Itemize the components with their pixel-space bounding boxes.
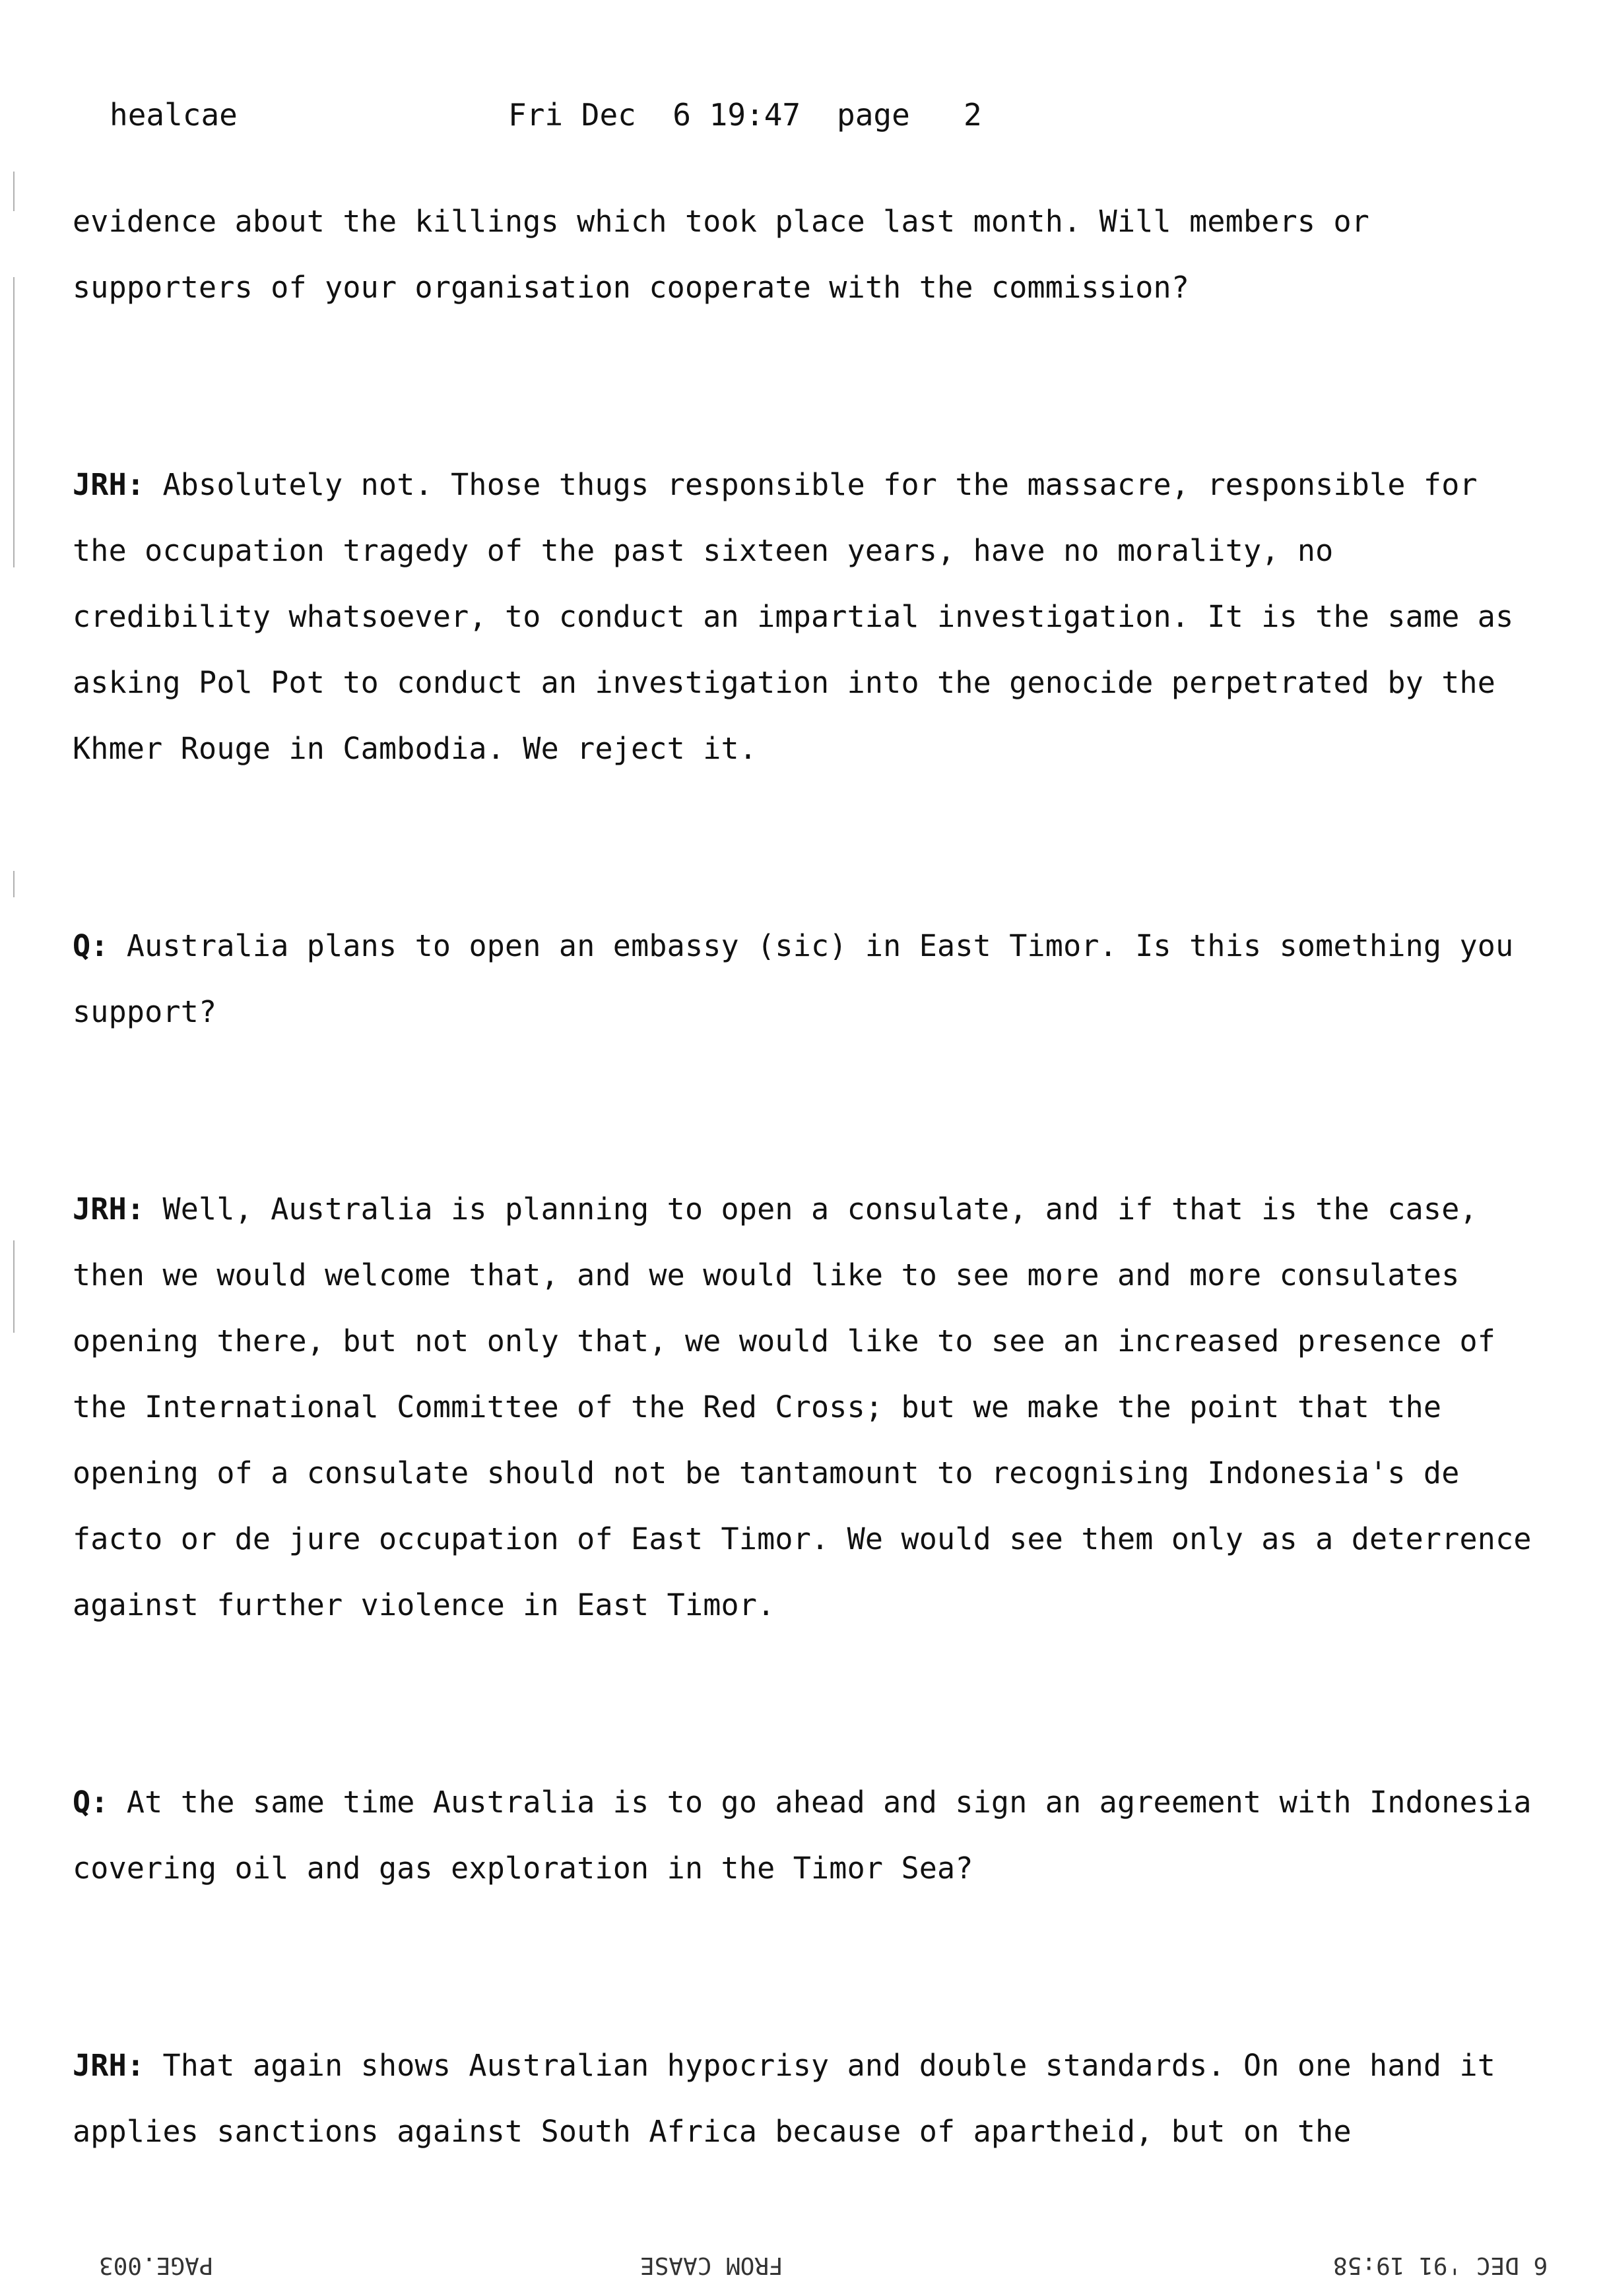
paragraph [73,1176,1544,1638]
paragraph-text: Australia plans to open an embassy (sic) in East Timor. Is this something you support? [73,928,1514,1029]
footer-page-code: PAGE.003 [99,2252,214,2279]
speaker-label: Q: [73,1785,109,1820]
paragraph [73,913,1544,1045]
footer-from: FROM CAASE [640,2252,783,2279]
header-filename: healcae [110,97,238,133]
header-page-number: 2 [964,97,982,133]
speaker-label: Q: [73,928,109,963]
paragraph [73,452,1544,782]
speaker-label: JRH: [73,1192,145,1227]
paragraph-text: At the same time Australia is to go ahead and sign an agreement with Indonesia covering oil and gas exploration in the Timor Sea? [73,1785,1532,1886]
paragraph-text: evidence about the killings which took place last month. Will members or supporters of your organisation cooperate with the commission? [73,204,1370,305]
header-datetime: Fri Dec 6 19:47 [508,97,801,133]
paragraph-text: That again shows Australian hypocrisy and double standards. On one hand it applies sanctions against South Africa because of apartheid, but on the [73,2048,1496,2149]
footer-date: 6 DEC '91 19:58 [1333,2252,1548,2279]
margin-mark [13,871,15,897]
fax-footer [0,2248,1605,2281]
transcript-body [73,189,1544,2296]
speaker-label: JRH: [73,467,145,502]
paragraph [73,1770,1544,1901]
header-page-label: page [837,97,910,133]
paragraph-text: Well, Australia is planning to open a consulate, and if that is the case, then we would welcome that, and we would like to see more and more consulates opening there, but not only that, we would like to see an increased presence of the International Committee of the Red Cross; but we make the point that the opening of a consulate should not be tantamount to recognising Indonesia's de facto or de jure occupation of East Timor. We would see them only as a deterrence against further violence in East Timor. [73,1192,1532,1622]
speaker-label: JRH: [73,2048,145,2083]
paragraph-text: Absolutely not. Those thugs responsible for the massacre, responsible for the occupation tragedy of the past sixteen years, have no morality, no credibility whatsoever, to conduct an impartial investigation. It is the same as asking Pol Pot to conduct an investigation into the genocide perpetrated by the Khmer Rouge in Cambodia. We reject it. [73,467,1514,766]
paragraph [73,189,1544,321]
paragraph [73,2033,1544,2165]
margin-mark [13,1240,15,1333]
page-header [0,95,1605,135]
